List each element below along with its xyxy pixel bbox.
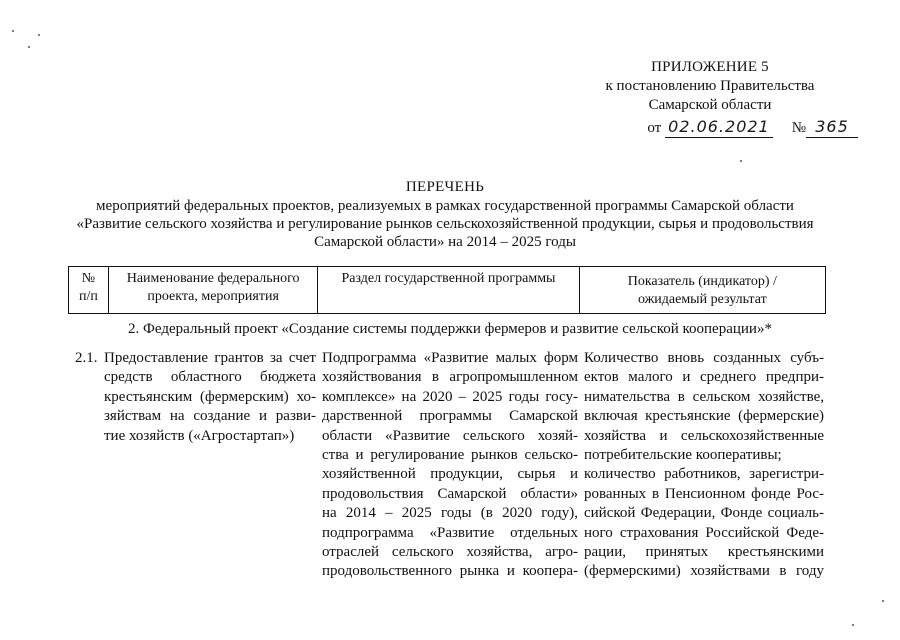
text-line: рованных в Пенсионном фонде Рос- <box>584 485 824 502</box>
scan-speck <box>882 600 884 602</box>
text-line: ства и регулирование рынков сельско- <box>322 447 578 464</box>
text-line: Количество вновь созданных субъ- <box>584 350 824 366</box>
table-header <box>68 266 826 314</box>
text-line: включая крестьянские (фермерские) <box>584 408 824 425</box>
row-indicator-column <box>584 349 824 582</box>
text-line: потребительские кооперативы; <box>584 447 782 464</box>
text-line: крестьянским (фермерским) хо- <box>104 388 316 405</box>
header-text: п/п <box>79 289 98 304</box>
section-title: 2. Федеральный проект «Создание системы поддержки фермеров и развитие сельской кооперации»* <box>128 321 772 337</box>
header-text: № <box>81 271 96 286</box>
text-line: продовольственного рынка и коопера- <box>322 563 578 580</box>
handwritten-number: 365 <box>806 117 858 138</box>
header-cell-number <box>69 267 109 313</box>
scan-speck <box>28 46 30 48</box>
document-heading <box>40 178 850 251</box>
appendix-block <box>560 58 860 138</box>
header-text: Раздел государственной программы <box>341 271 556 286</box>
scan-speck <box>12 30 14 32</box>
row-program-column <box>322 349 578 582</box>
text-line: хозяйства и сельскохозяйственные <box>584 427 824 444</box>
header-cell-indicator <box>580 267 825 313</box>
appendix-signature-line <box>560 117 860 138</box>
text-line: тие хозяйств («Агростартап») <box>104 427 295 444</box>
header-text: Показатель (индикатор) / <box>627 274 777 289</box>
appendix-title: ПРИЛОЖЕНИЕ 5 <box>651 59 769 75</box>
text-line: ектов малого и среднего предпри- <box>584 369 824 386</box>
appendix-line-1: к постановлению Правительства <box>605 78 815 94</box>
text-line: продовольствия Самарской области» <box>322 485 578 502</box>
row-activity-column <box>104 349 316 446</box>
number-label: № <box>791 120 806 136</box>
from-label: от <box>647 120 662 136</box>
handwritten-date: 02.06.2021 <box>665 117 773 138</box>
header-text: ожидаемый результат <box>637 292 767 307</box>
text-line: нимательства в сельском хозяйстве, <box>584 388 824 405</box>
text-line: на 2014 – 2025 годы (в 2020 году), <box>322 505 578 522</box>
heading-line-3: Самарской области» на 2014 – 2025 годы <box>314 234 576 250</box>
text-line: зяйствам на создание и разви- <box>104 408 316 425</box>
text-line: дарственной программы Самарской <box>322 408 578 425</box>
text-line: средств областного бюджета <box>104 369 316 386</box>
scan-speck <box>38 34 40 36</box>
header-cell-name <box>109 267 318 313</box>
text-line: сийской Федерации, Фонде социаль- <box>584 505 824 522</box>
text-line: (фермерскими) хозяйствами в году <box>584 563 824 580</box>
row-number: 2.1. <box>75 350 98 366</box>
scan-speck <box>852 624 854 626</box>
appendix-line-2: Самарской области <box>648 97 772 113</box>
header-text: проекта, мероприятия <box>147 289 279 304</box>
heading-line-1: мероприятий федеральных проектов, реализуемых в рамках государственной программы Самарской области <box>96 198 794 214</box>
heading-title: ПЕРЕЧЕНЬ <box>405 179 485 195</box>
text-line: рации, принятых крестьянскими <box>584 544 824 561</box>
header-cell-section <box>318 267 579 313</box>
header-text: Наименование федерального <box>126 271 300 286</box>
text-line: отраслей сельского хозяйства, агро- <box>322 544 578 561</box>
text-line: хозяйственной продукции, сырья и <box>322 466 578 483</box>
text-line: Подпрограмма «Развитие малых форм <box>322 350 578 366</box>
scan-speck <box>740 160 742 162</box>
text-line: комплексе» на 2020 – 2025 годы госу- <box>322 388 578 405</box>
text-line: Предоставление грантов за счет <box>104 350 316 366</box>
text-line: подпрограмма «Развитие отдельных <box>322 524 578 541</box>
text-line: ного страхования Российской Феде- <box>584 524 824 541</box>
heading-line-2: «Развитие сельского хозяйства и регулирование рынков сельскохозяйственной продукции, сырья и продовольствия <box>76 216 814 232</box>
text-line: хозяйствования в агропромышленном <box>322 369 578 386</box>
text-line: области «Развитие сельского хозяй- <box>322 427 578 444</box>
text-line: количество работников, зарегистри- <box>584 466 824 483</box>
